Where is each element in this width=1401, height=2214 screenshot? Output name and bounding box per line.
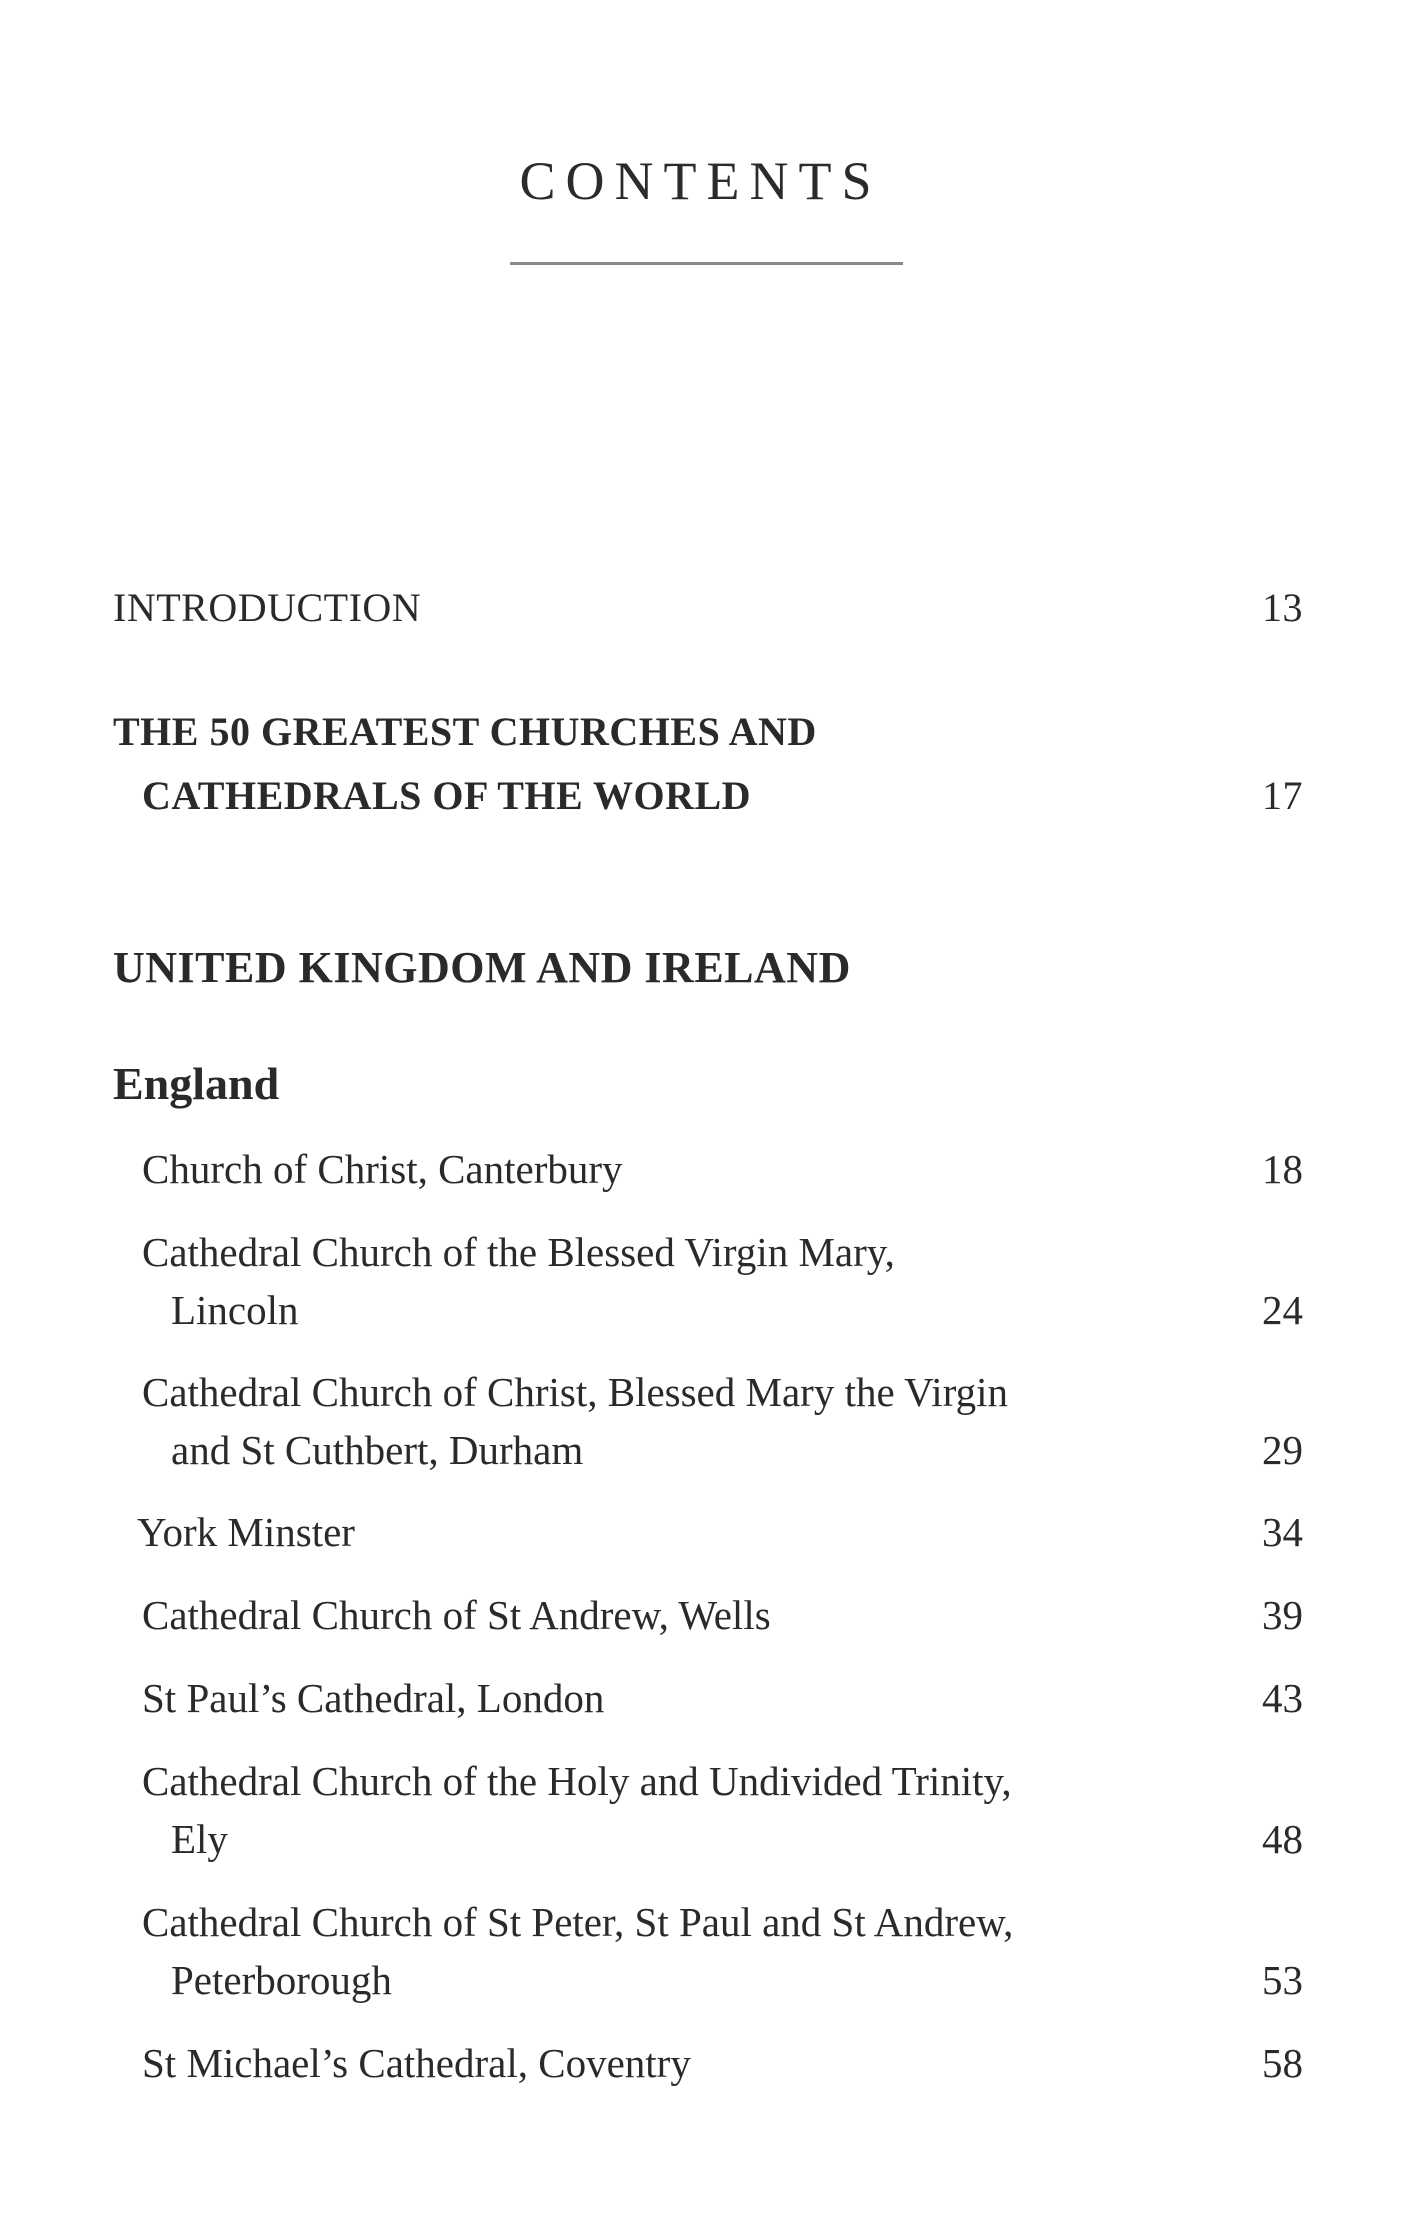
toc-entry-title: York Minster — [137, 1509, 355, 1555]
toc-entry[interactable] — [113, 1503, 1303, 1561]
toc-entry[interactable] — [113, 1752, 1303, 1868]
toc-entry[interactable] — [113, 1586, 1303, 1644]
toc-entry-title-line-1: THE 50 GREATEST CHURCHES AND — [113, 709, 817, 754]
toc-entry-title: INTRODUCTION — [113, 585, 422, 630]
toc-entry-title-line-1: Cathedral Church of St Peter, St Paul and St Andrew, — [142, 1899, 1014, 1945]
title-underline — [510, 262, 903, 265]
toc-page-number: 48 — [1262, 1816, 1303, 1862]
toc-entry-50-greatest[interactable] — [113, 703, 1303, 825]
toc-page-number: 43 — [1262, 1675, 1303, 1721]
toc-page-number: 58 — [1262, 2040, 1303, 2086]
toc-entry[interactable] — [113, 1363, 1303, 1479]
section-heading: UNITED KINGDOM AND IRELAND — [113, 943, 851, 992]
toc-entry-title: Cathedral Church of St Andrew, Wells — [142, 1592, 771, 1638]
toc-page-number: 17 — [1262, 773, 1303, 818]
page-title: CONTENTS — [519, 151, 882, 211]
subsection-heading: England — [113, 1058, 280, 1109]
toc-page-number: 39 — [1262, 1592, 1303, 1638]
toc-entry-title-line-2: Ely — [171, 1816, 228, 1862]
toc-entry[interactable] — [113, 1140, 1303, 1198]
toc-page-number: 29 — [1262, 1427, 1303, 1473]
toc-page-number: 24 — [1262, 1287, 1303, 1333]
toc-entry-title-line-1: Cathedral Church of Christ, Blessed Mary the Virgin — [142, 1369, 1009, 1415]
toc-entry-title: St Paul’s Cathedral, London — [142, 1675, 605, 1721]
toc-page-number: 53 — [1262, 1957, 1303, 2003]
toc-entry-introduction[interactable] — [113, 579, 1303, 637]
toc-page-number: 34 — [1262, 1509, 1303, 1555]
toc-entry[interactable] — [113, 2034, 1303, 2092]
toc-entry-title-line-1: Cathedral Church of the Blessed Virgin Mary, — [142, 1229, 895, 1275]
toc-entry-title-line-2: CATHEDRALS OF THE WORLD — [142, 773, 752, 818]
toc-entry[interactable] — [113, 1893, 1303, 2009]
toc-entry-title-line-2: Lincoln — [171, 1287, 299, 1333]
toc-entry-title-line-2: Peterborough — [171, 1957, 392, 2003]
toc-page-number: 18 — [1262, 1146, 1303, 1192]
toc-entry-title-line-2: and St Cuthbert, Durham — [171, 1427, 584, 1473]
toc-entry-title-line-1: Cathedral Church of the Holy and Undivided Trinity, — [142, 1758, 1012, 1804]
toc-entry-title: St Michael’s Cathedral, Coventry — [142, 2040, 691, 2086]
toc-entry-title: Church of Christ, Canterbury — [142, 1146, 623, 1192]
toc-entry[interactable] — [113, 1669, 1303, 1727]
toc-entry[interactable] — [113, 1223, 1303, 1339]
toc-page-number: 13 — [1262, 585, 1303, 630]
